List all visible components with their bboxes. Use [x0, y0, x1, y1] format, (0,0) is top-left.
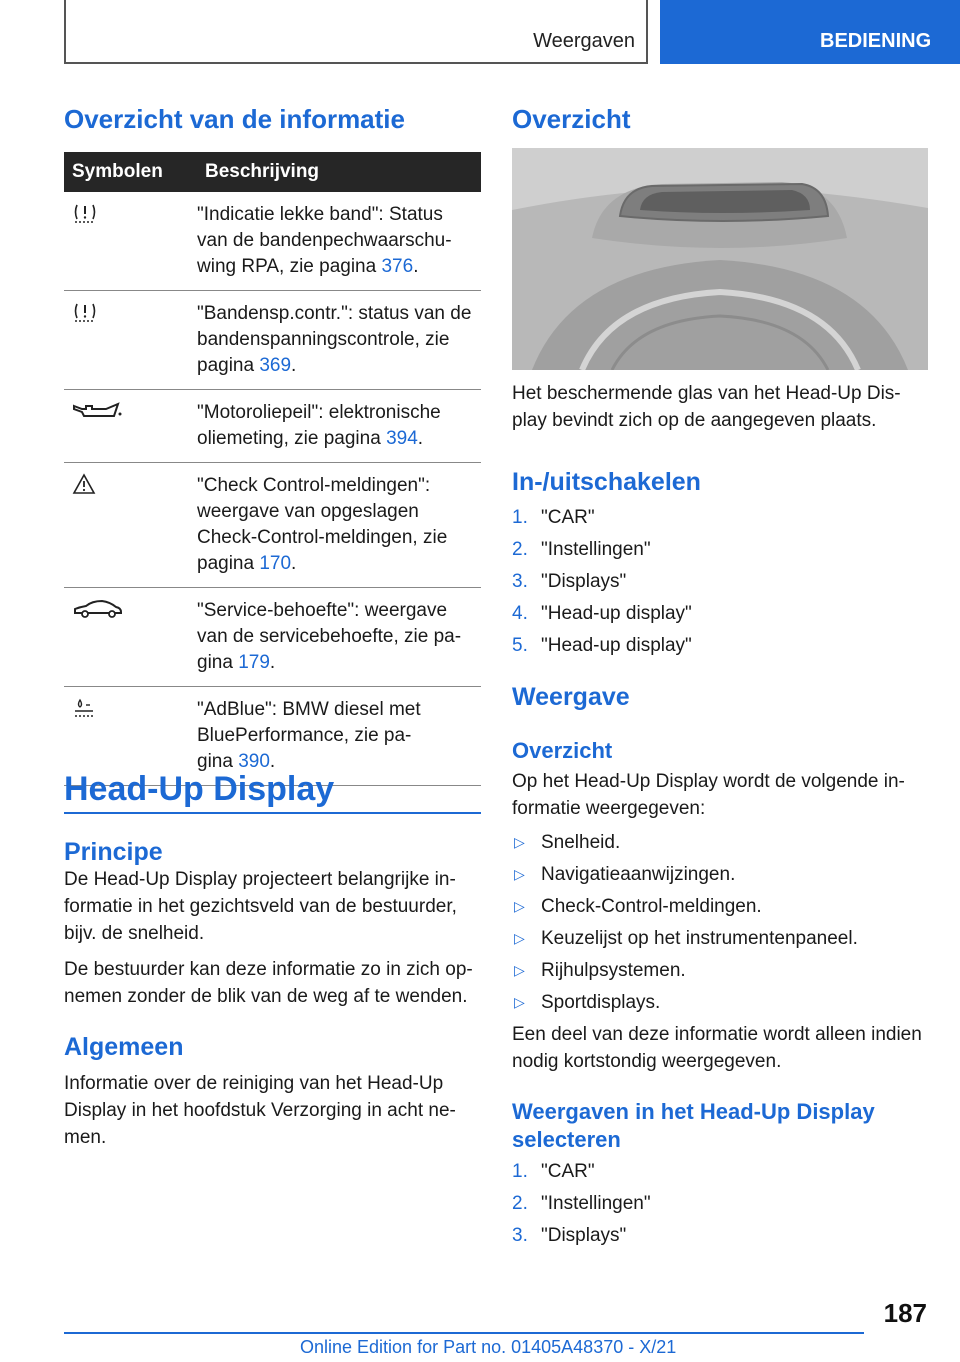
row-description: "Indicatie lekke band": Status van de bandenpechwaarschu- wing RPA, zie pagina 376.	[197, 192, 481, 291]
list-item: ▷ Sportdisplays.	[512, 989, 932, 1021]
principle-paragraph-2: De bestuurder kan deze informatie zo in zich op- nemen zonder de blik van de weg af te wenden.	[64, 959, 473, 1007]
list-item: ▷ Snelheid.	[512, 829, 932, 861]
hud-title-rule	[64, 812, 481, 814]
list-item: ▷ Check-Control-meldingen.	[512, 893, 932, 925]
list-item: 1. "CAR"	[512, 1161, 595, 1182]
symbols-table	[64, 152, 481, 786]
table-row	[64, 463, 481, 588]
list-item: 5. "Head-up display"	[512, 635, 692, 656]
page-link[interactable]: 394	[386, 428, 418, 449]
general-title: Algemeen	[64, 1033, 184, 1061]
car-service-icon	[72, 598, 124, 620]
hud-glass-photo	[512, 148, 928, 370]
header-section-title: Weergaven	[533, 30, 635, 52]
row-description: "AdBlue": BMW diesel met BluePerformance, zie pa- gina 390.	[197, 687, 481, 786]
general-paragraph: Informatie over de reiniging van het Head-Up Display in het hoofdstuk Verzorging in acht ne- men.	[64, 1073, 456, 1148]
display-overview-title: Overzicht	[512, 738, 613, 763]
bullet-triangle-icon: ▷	[514, 994, 525, 1010]
display-note: Een deel van deze informatie wordt alleen indien nodig kortstondig weergegeven.	[512, 1024, 922, 1072]
bullet-triangle-icon: ▷	[514, 834, 525, 850]
row-description: "Motoroliepeil": elektronische oliemeting, zie pagina 394.	[197, 390, 481, 463]
bullet-triangle-icon: ▷	[514, 962, 525, 978]
select-steps	[512, 1158, 922, 1254]
bullet-triangle-icon: ▷	[514, 930, 525, 946]
select-title: Weergaven in het Head-Up Display selecteren	[512, 1099, 875, 1152]
tire-warning-icon	[72, 202, 98, 224]
table-row	[64, 588, 481, 687]
page-number: 187	[883, 1298, 927, 1328]
display-title: Weergave	[512, 683, 630, 711]
list-item: 1. "CAR"	[512, 507, 595, 528]
table-row	[64, 390, 481, 463]
photo-caption: Het beschermende glas van het Head-Up Dis- play bevindt zich op de aangegeven plaats.	[512, 383, 901, 431]
row-description: "Check Control-meldingen": weergave van opgeslagen Check-Control-meldingen, zie pagina 170.	[197, 463, 481, 588]
list-item: 3. "Displays"	[512, 571, 627, 592]
page-link[interactable]: 369	[259, 355, 292, 376]
onoff-title: In-/uitschakelen	[512, 468, 701, 496]
list-item: ▷ Navigatieaanwijzingen.	[512, 861, 932, 893]
display-bullets	[512, 829, 932, 1021]
table-header-row	[64, 152, 481, 192]
warning-triangle-icon	[72, 473, 96, 495]
list-item: 2. "Instellingen"	[512, 539, 651, 560]
bullet-triangle-icon: ▷	[514, 866, 525, 882]
header-chapter-tab: BEDIENING	[660, 0, 960, 64]
page-link[interactable]: 179	[238, 652, 270, 673]
principle-paragraph-1: De Head-Up Display projecteert belangrijke in- formatie in het gezichtsveld van de bestuurder, bijv. de snelheid.	[64, 869, 457, 944]
footer-edition: Online Edition for Part no. 01405A48370 - X/21	[300, 1337, 677, 1357]
list-item: ▷ Keuzelijst op het instrumentenpaneel.	[512, 925, 932, 957]
onoff-steps	[512, 504, 922, 664]
list-item: 2. "Instellingen"	[512, 1193, 651, 1214]
table-row	[64, 291, 481, 390]
page-link[interactable]: 170	[259, 553, 292, 574]
principle-title: Principe	[64, 838, 163, 866]
hud-title: Head-Up Display	[64, 770, 335, 808]
page-link[interactable]: 390	[238, 751, 270, 772]
row-description: "Service-behoefte": weergave van de servicebehoefte, zie pa- gina 179.	[197, 588, 481, 687]
tire-warning-icon	[72, 301, 98, 323]
oil-can-icon	[72, 400, 124, 422]
list-item: 3. "Displays"	[512, 1225, 627, 1246]
hud-glass-illustration	[512, 148, 928, 370]
list-item: 4. "Head-up display"	[512, 603, 692, 624]
adblue-icon	[72, 697, 96, 719]
row-description: "Bandensp.contr.": status van de bandenspanningscontrole, zie pagina 369.	[197, 291, 481, 390]
list-item: ▷ Rijhulpsystemen.	[512, 957, 932, 989]
overview-info-title: Overzicht van de informatie	[64, 104, 405, 134]
right-overview-title: Overzicht	[512, 104, 631, 134]
display-intro: Op het Head-Up Display wordt de volgende in- formatie weergegeven:	[512, 771, 905, 819]
col-description-header: Beschrijving	[197, 152, 481, 192]
col-symbols-header: Symbolen	[64, 152, 197, 192]
page-link[interactable]: 376	[381, 256, 414, 277]
bullet-triangle-icon: ▷	[514, 898, 525, 914]
footer-rule	[64, 1332, 864, 1334]
table-row	[64, 192, 481, 291]
